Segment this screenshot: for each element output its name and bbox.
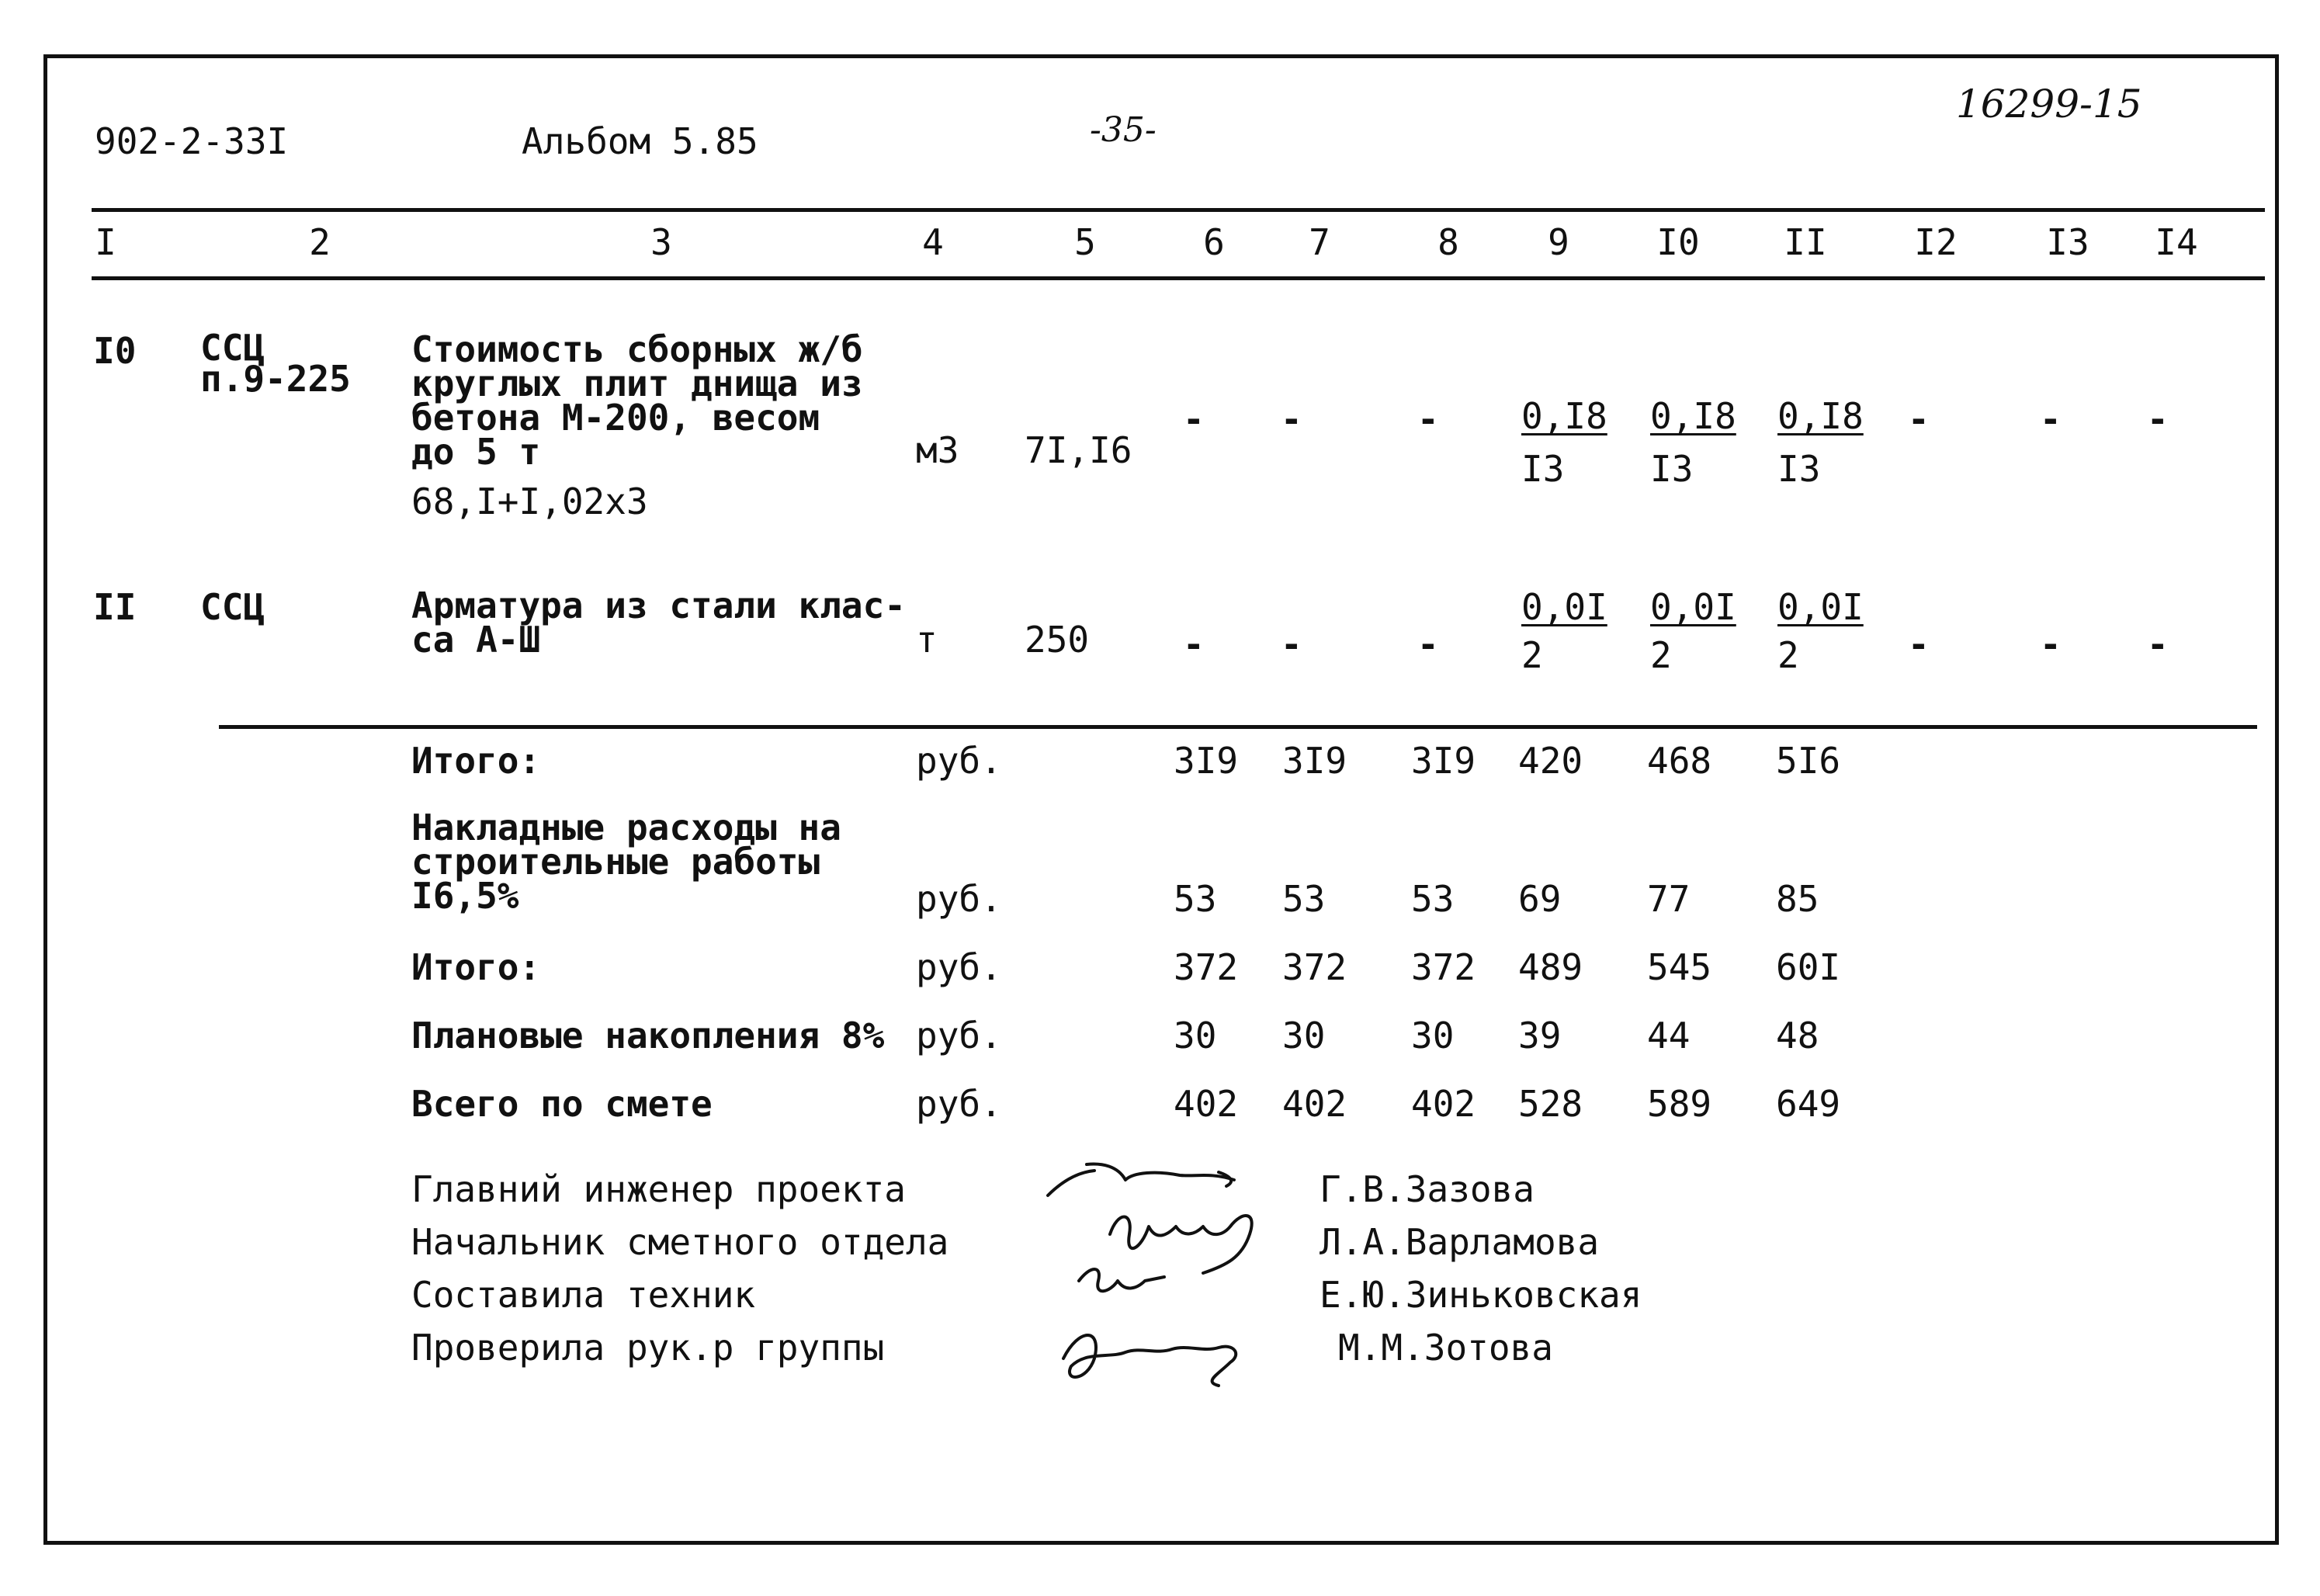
totals-value: 30 <box>1411 1015 1455 1056</box>
totals-value: 77 <box>1647 878 1691 920</box>
totals-label: Итого: <box>411 946 541 988</box>
cell-norm: 0,I8 <box>1521 395 1607 437</box>
cell-dash: - <box>1908 398 1930 440</box>
row-description: Стоимость сборных ж/б круглых плит днища из бетона М-200, весом до 5 т <box>411 328 863 473</box>
cell-dash: - <box>2040 398 2062 440</box>
column-number: II <box>1784 221 1827 263</box>
archive-stamp: 16299-15 <box>1956 82 2142 127</box>
column-number: 4 <box>922 221 944 263</box>
totals-value: 39 <box>1518 1015 1562 1056</box>
cell-norm: 0,0I <box>1777 586 1864 628</box>
totals-unit: руб. <box>916 740 1002 782</box>
column-number: I <box>95 221 116 263</box>
totals-unit: руб. <box>916 878 1002 920</box>
column-number: I0 <box>1656 221 1700 263</box>
totals-label: Накладные расходы на строительные работы I6,5% <box>411 807 841 917</box>
signature-name: Г.В.Зазова <box>1320 1168 1535 1210</box>
totals-value: 30 <box>1174 1015 1217 1056</box>
page-number: -35- <box>1090 110 1157 150</box>
header-rule-bottom <box>92 276 2265 280</box>
cell-dash: - <box>1183 398 1205 440</box>
album-label: Альбом 5.85 <box>522 120 758 162</box>
totals-value: 420 <box>1518 740 1583 782</box>
column-number: 3 <box>650 221 672 263</box>
totals-value: 48 <box>1776 1015 1819 1056</box>
cell-dash: - <box>1281 398 1302 440</box>
column-number: 7 <box>1309 221 1330 263</box>
totals-value: 3I9 <box>1411 740 1476 782</box>
totals-value: 5I6 <box>1776 740 1841 782</box>
cell-dash: - <box>1281 623 1302 665</box>
signature-role: Проверила рук.р группы <box>411 1327 885 1369</box>
cell-cost: I3 <box>1777 448 1821 490</box>
cell-dash: - <box>1417 623 1439 665</box>
document-code: 902-2-33I <box>95 120 289 162</box>
column-number: 2 <box>309 221 331 263</box>
cell-dash: - <box>2147 398 2169 440</box>
cell-norm: 0,I8 <box>1777 395 1864 437</box>
totals-value: 53 <box>1411 878 1455 920</box>
totals-value: 649 <box>1776 1083 1841 1125</box>
totals-value: 528 <box>1518 1083 1583 1125</box>
cell-cost: 2 <box>1521 634 1543 676</box>
totals-value: 3I9 <box>1282 740 1347 782</box>
totals-unit: руб. <box>916 1083 1002 1125</box>
cell-cost: I3 <box>1521 448 1565 490</box>
signature-role: Составила техник <box>411 1274 756 1316</box>
column-number: 5 <box>1074 221 1096 263</box>
totals-value: 468 <box>1647 740 1712 782</box>
cell-dash: - <box>1417 398 1439 440</box>
totals-value: 402 <box>1282 1083 1347 1125</box>
row-formula: 68,I+I,02х3 <box>411 481 648 522</box>
totals-value: 69 <box>1518 878 1562 920</box>
cell-norm: 0,I8 <box>1650 395 1736 437</box>
signature-name: М.М.Зотова <box>1338 1327 1553 1369</box>
totals-unit: руб. <box>916 1015 1002 1056</box>
cell-norm: 0,0I <box>1650 586 1736 628</box>
cell-cost: I3 <box>1650 448 1694 490</box>
totals-value: 589 <box>1647 1083 1712 1125</box>
totals-value: 545 <box>1647 946 1712 988</box>
column-number: 8 <box>1437 221 1459 263</box>
totals-value: 489 <box>1518 946 1583 988</box>
row-reference: ССЦ п.9-225 <box>200 327 351 400</box>
row-unit: т <box>916 619 938 661</box>
totals-label: Итого: <box>411 740 541 782</box>
totals-value: 372 <box>1411 946 1476 988</box>
totals-value: 53 <box>1174 878 1217 920</box>
cell-dash: - <box>2147 623 2169 665</box>
totals-value: 402 <box>1174 1083 1239 1125</box>
signature-role: Начальник сметного отдела <box>411 1221 949 1263</box>
totals-rule <box>219 725 2257 729</box>
column-number: 6 <box>1203 221 1225 263</box>
cell-dash: - <box>1908 623 1930 665</box>
totals-value: 60I <box>1776 946 1841 988</box>
totals-value: 53 <box>1282 878 1326 920</box>
column-number: I4 <box>2155 221 2198 263</box>
totals-value: 44 <box>1647 1015 1691 1056</box>
totals-value: 402 <box>1411 1083 1476 1125</box>
totals-label: Всего по смете <box>411 1083 713 1125</box>
handwritten-signature <box>1032 1149 1312 1397</box>
signature-role: Главний инженер проекта <box>411 1168 906 1210</box>
totals-value: 3I9 <box>1174 740 1239 782</box>
row-unit: м3 <box>916 429 959 471</box>
totals-value: 85 <box>1776 878 1819 920</box>
row-number: I0 <box>93 330 137 372</box>
cell-cost: 2 <box>1777 634 1799 676</box>
cell-cost: 2 <box>1650 634 1672 676</box>
cell-norm: 0,0I <box>1521 586 1607 628</box>
totals-value: 30 <box>1282 1015 1326 1056</box>
totals-value: 372 <box>1174 946 1239 988</box>
column-number: I2 <box>1914 221 1958 263</box>
signature-name: Л.А.Варламова <box>1320 1221 1600 1263</box>
row-reference: ССЦ <box>200 586 265 628</box>
totals-value: 372 <box>1282 946 1347 988</box>
cell-dash: - <box>1183 623 1205 665</box>
signature-name: Е.Ю.Зиньковская <box>1320 1274 1642 1316</box>
column-number: 9 <box>1548 221 1569 263</box>
row-description: Арматура из стали клас- са А-Ш <box>411 585 906 661</box>
row-price: 7I,I6 <box>1025 429 1132 471</box>
cell-dash: - <box>2040 623 2062 665</box>
column-number: I3 <box>2046 221 2089 263</box>
header-rule-top <box>92 208 2265 212</box>
totals-unit: руб. <box>916 946 1002 988</box>
totals-label: Плановые накопления 8% <box>411 1015 885 1056</box>
row-number: II <box>93 586 137 628</box>
row-price: 250 <box>1025 619 1090 661</box>
